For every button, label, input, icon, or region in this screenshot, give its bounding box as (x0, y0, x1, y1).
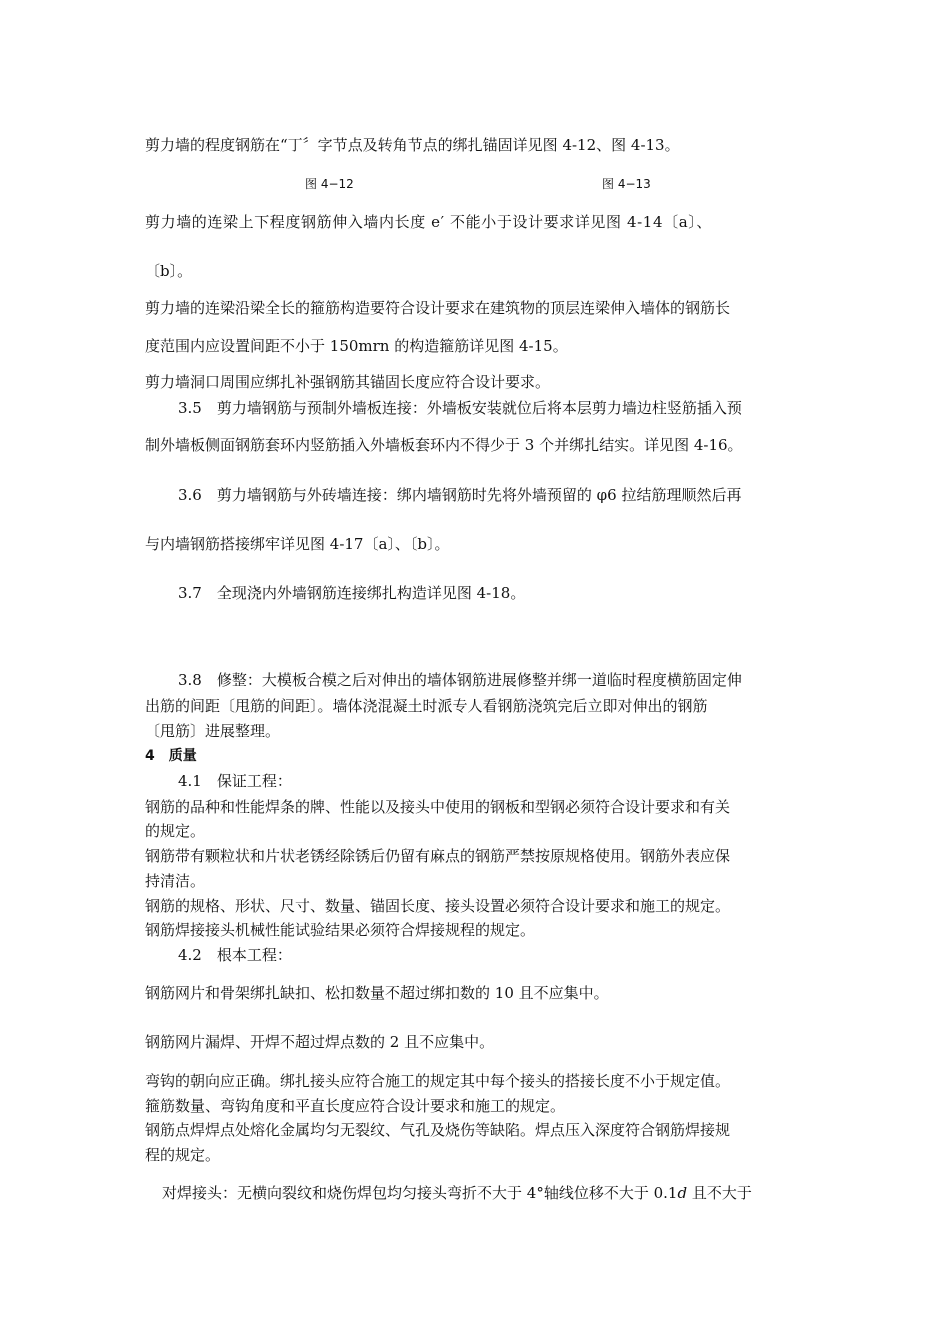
italic-symbol: d (677, 1184, 688, 1202)
text-line: 剪力墙洞口周围应绑扎补强钢筋其锚固长度应符合设计要求。 (145, 373, 551, 391)
text-line: 出筋的间距〔甩筋的间距〕。墙体浇混凝土时派专人看钢筋浇筑完后立即对伸出的钢筋 (145, 697, 708, 715)
text-line: 钢筋网片漏焊、开焊不超过焊点数的 2 且不应集中。 (145, 1033, 495, 1051)
text-line: 度范围内应设置间距不小于 150mrn 的构造箍筋详见图 4-15。 (145, 337, 568, 355)
text-line: 钢筋网片和骨架绑扎缺扣、松扣数量不超过绑扣数的 10 且不应集中。 (145, 984, 609, 1002)
text-line: 剪力墙的程度钢筋在“丁〞字节点及转角节点的绑扎锚固详见图 4-12、图 4-13。 (145, 136, 680, 154)
text-line: 剪力墙的连梁上下程度钢筋伸入墙内长度 e′ 不能小于设计要求详见图 4-14〔a〕、 (145, 213, 712, 231)
text-line: 剪力墙的连梁沿梁全长的箍筋构造要符合设计要求在建筑物的顶层连梁伸入墙体的钢筋长 (145, 299, 731, 317)
figure-caption: 图 4−12 (305, 177, 354, 191)
text-line: 持清洁。 (145, 872, 206, 890)
text-line: 钢筋的规格、形状、尺寸、数量、锚固长度、接头设置必须符合设计要求和施工的规定。 (145, 897, 731, 915)
section-heading: 4 质量 (145, 748, 197, 764)
text-line: 弯钩的朝向应正确。绑扎接头应符合施工的规定其中每个接头的搭接长度不小于规定值。 (145, 1072, 731, 1090)
text-line: 3.5 剪力墙钢筋与预制外墙板连接：外墙板安装就位后将本层剪力墙边柱竖筋插入预 (178, 399, 742, 417)
text-line: 〔甩筋〕进展整理。 (145, 722, 281, 740)
text-line: 钢筋的品种和性能焊条的牌、性能以及接头中使用的钢板和型钢必须符合设计要求和有关 (145, 798, 731, 816)
text-line: 与内墙钢筋搭接绑牢详见图 4-17〔a〕、〔b〕。 (145, 535, 450, 553)
text-line: 3.6 剪力墙钢筋与外砖墙连接：绑内墙钢筋时先将外墙预留的 φ6 拉结筋理顺然后再 (178, 486, 742, 504)
text-segment: 且不大于 (687, 1184, 752, 1202)
text-line: 3.7 全现浇内外墙钢筋连接绑扎构造详见图 4-18。 (178, 584, 526, 602)
text-segment: 对焊接头：无横向裂纹和烧伤焊包均匀接头弯折不大于 4°轴线位移不大于 0.1 (162, 1184, 678, 1202)
text-line: 钢筋带有颗粒状和片状老锈经除锈后仍留有麻点的钢筋严禁按原规格使用。钢筋外表应保 (145, 847, 731, 865)
figure-caption: 图 4−13 (602, 177, 651, 191)
text-line (162, 1183, 752, 1203)
text-line: 钢筋点焊焊点处熔化金属均匀无裂纹、气孔及烧伤等缺陷。焊点压入深度符合钢筋焊接规 (145, 1121, 731, 1139)
subsection-heading: 4.2 根本工程： (178, 946, 292, 964)
subsection-heading: 4.1 保证工程： (178, 772, 292, 790)
text-line: 制外墙板侧面钢筋套环内竖筋插入外墙板套环内不得少于 3 个并绑扎结实。详见图 4-16。 (145, 436, 743, 454)
text-line: 箍筋数量、弯钩角度和平直长度应符合设计要求和施工的规定。 (145, 1097, 566, 1115)
text-line: 3.8 修整：大模板合模之后对伸出的墙体钢筋进展修整并绑一道临时程度横筋固定伸 (178, 671, 742, 689)
text-line: 〔b〕。 (145, 262, 193, 280)
text-line: 钢筋焊接接头机械性能试验结果必须符合焊接规程的规定。 (145, 921, 536, 939)
text-line: 的规定。 (145, 822, 206, 840)
text-line: 程的规定。 (145, 1146, 221, 1164)
